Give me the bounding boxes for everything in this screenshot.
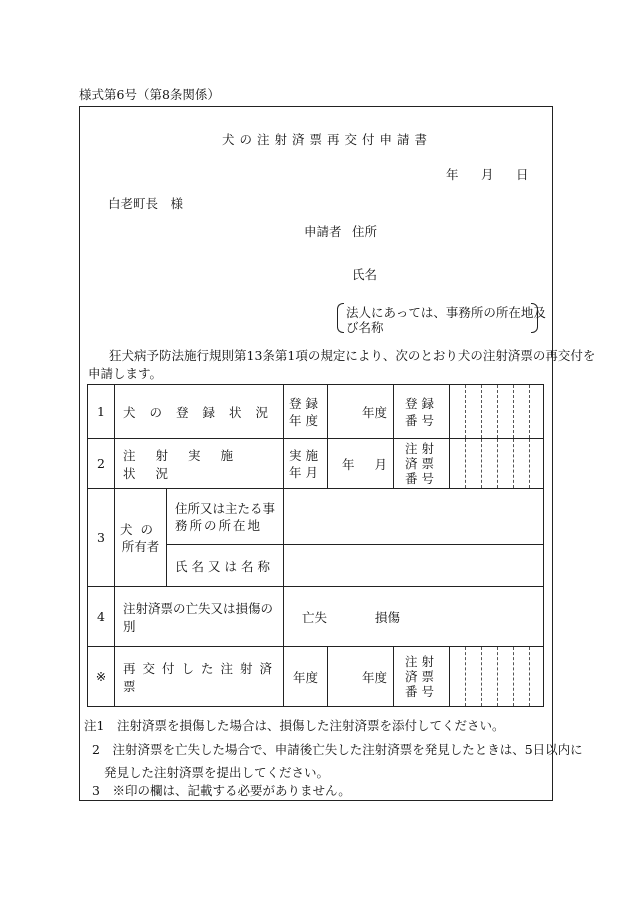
row4-choice [284,587,544,647]
table-row [88,439,544,489]
table-row [88,587,544,647]
row1-digit-1 [450,385,466,439]
row3-name-label: 氏名又は名称 [167,545,284,587]
note-2a: 2 注射済票を亡失した場合で、申請後亡失した注射済票を発見したときは、5日以内に [92,742,583,757]
row2-sub1: 実施 [289,447,323,463]
page-title: 犬の注射済票再交付申請書 [222,132,433,147]
row2-digit-1 [450,439,466,489]
table-row [88,385,544,439]
row1-regnum1: 登録 [405,395,439,411]
row3-num: 3 [88,489,115,587]
row1-digit-3 [482,385,498,439]
row3-addr2: 務所の所在地 [175,517,263,533]
row1-regnum2: 番号 [405,412,439,428]
row4-lost: 亡失 [302,609,328,625]
row1-label: 犬の登録状況 [115,385,284,439]
row2-tag1: 注射 [405,441,439,456]
applicant-label: 申請者 [304,224,342,239]
row5-digit-2 [466,647,482,707]
row1-digit-2 [466,385,482,439]
row5-year1: 年度 [284,647,328,707]
intro-line2: 申請します。 [88,366,163,381]
row2-label: 注射実施状況 [115,439,284,489]
row1-sub [284,385,328,439]
row4-damaged: 損傷 [375,609,401,625]
date-day: 日 [516,167,529,182]
row5-label: 再交付した注射済票 [115,647,284,707]
row2-sub2: 年月 [289,464,323,480]
row1-num: 1 [88,385,115,439]
application-table [87,384,544,707]
row2-month: 月 [374,456,388,472]
row5-digit-5 [514,647,530,707]
row5-tag [394,647,450,707]
row2-num: 2 [88,439,115,489]
row2-digit-2 [466,439,482,489]
note-bracket-right [531,303,538,333]
row1-regnum [394,385,450,439]
row5-digit-6 [530,647,544,707]
row2-tag2: 済票 [405,456,439,471]
row1-digit-5 [514,385,530,439]
intro-line1: 狂犬病予防法施行規則第13条第1項の規定により、次のとおり犬の注射済票の再交付を [109,348,596,363]
row5-tag1: 注射 [405,654,439,669]
row4-label: 注射済票の亡失又は損傷の別 [115,587,284,647]
row2-tag3: 番号 [405,471,439,486]
date-month: 月 [481,167,494,182]
note-3: 3 ※印の欄は、記載する必要がありません。 [92,783,351,798]
note-2b: 発見した注射済票を提出してください。 [104,765,330,780]
corp-note-line1: 法人にあっては、事務所の所在地及 [346,305,546,320]
name-label: 氏名 [352,267,378,282]
row5-tag2: 済票 [405,669,439,684]
row1-sub2: 年度 [289,412,323,428]
row2-year: 年 [341,456,355,472]
row5-num: ※ [88,647,115,707]
row2-digit-4 [498,439,514,489]
row1-sub1: 登録 [289,395,323,411]
form-id: 様式第6号（第8条関係） [79,87,220,102]
row3-name-field [284,545,544,587]
addressee: 白老町長 様 [108,196,184,211]
table-row [88,647,544,707]
row1-digit-6 [530,385,544,439]
row3-owner [115,489,167,587]
date-year: 年 [446,167,459,182]
note-1: 注1 注射済票を損傷した場合は、損傷した注射済票を添付してください。 [84,718,505,733]
table-row [88,489,544,545]
row2-tag [394,439,450,489]
row3-addr [167,489,284,545]
row2-sub [284,439,328,489]
row2-date-field [328,439,394,489]
corp-note-line2: び名称 [346,320,384,335]
row2-digit-6 [530,439,544,489]
row1-year-field: 年度 [328,385,394,439]
row3-addr1: 住所又は主たる事 [175,500,276,516]
note-bracket-left [337,303,344,333]
address-label: 住所 [352,224,378,239]
row2-digit-3 [482,439,498,489]
row5-digit-4 [498,647,514,707]
row1-digit-4 [498,385,514,439]
row5-digit-3 [482,647,498,707]
row5-tag3: 番号 [405,684,439,699]
row3-addr-field [284,489,544,545]
row3-owner1: 犬の [119,521,161,537]
row2-digit-5 [514,439,530,489]
row5-year2: 年度 [328,647,394,707]
row5-digit-1 [450,647,466,707]
row3-owner2: 所有者 [121,538,160,554]
row4-num: 4 [88,587,115,647]
